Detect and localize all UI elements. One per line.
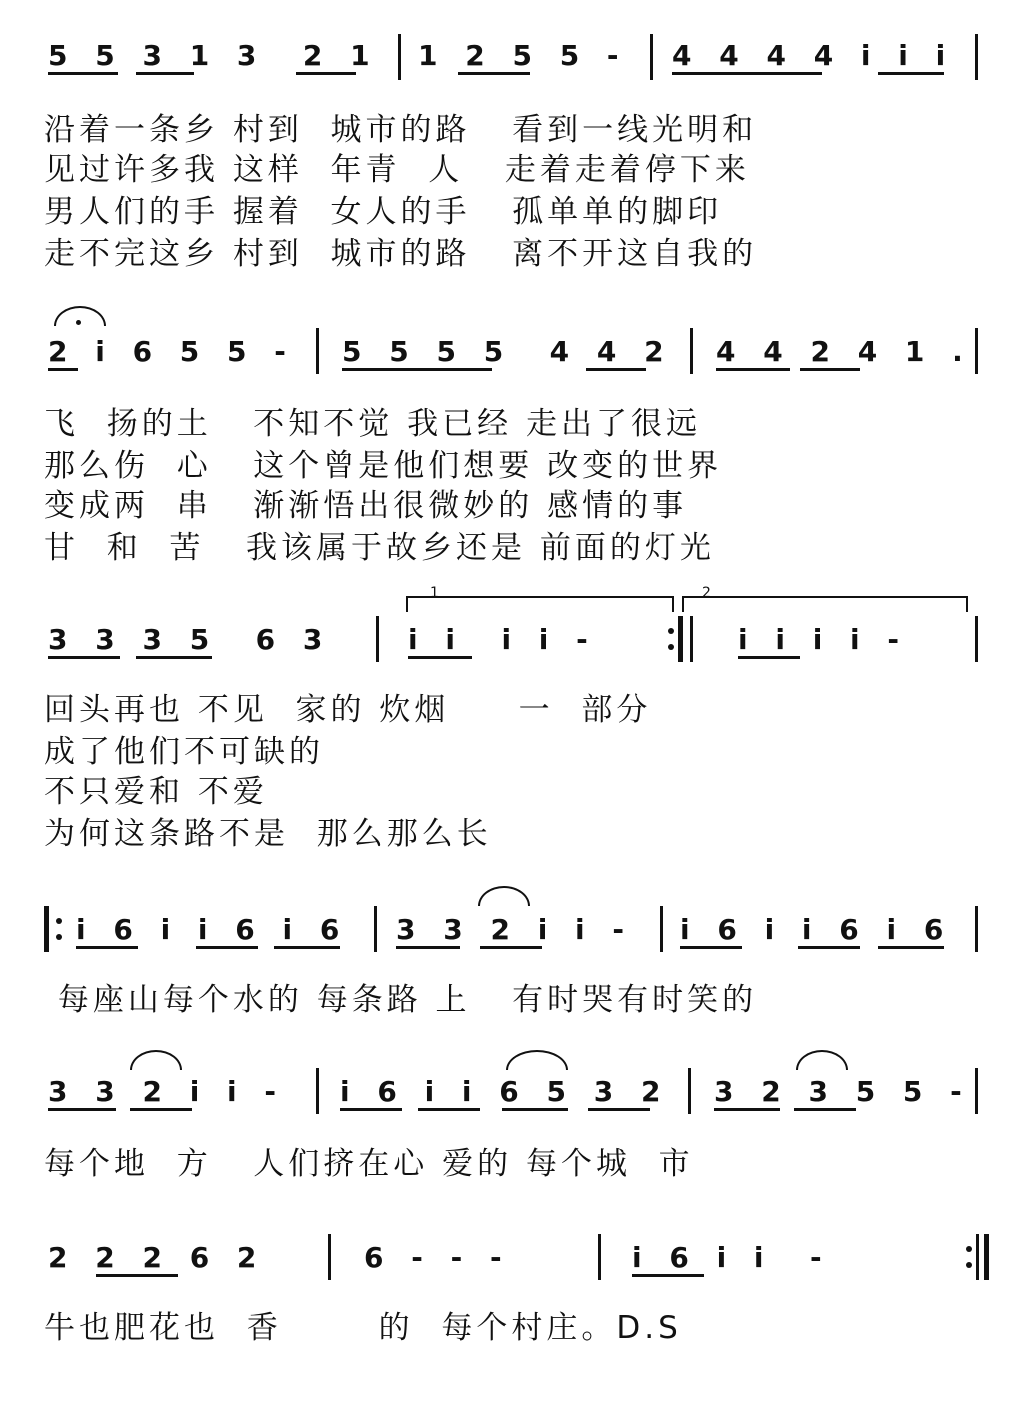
beam-underline [408,656,472,659]
beam-underline [418,1108,480,1111]
row2-measure3-notes: 4 4 2 4 1 . [716,335,972,368]
beam-underline [96,1274,178,1277]
row1-measure3-notes: 4 4 4 4 i i i [672,39,955,72]
beam-underline [296,72,356,75]
tie-arc [130,1050,182,1070]
beam-underline [48,72,118,75]
row2-lyric-line1: 飞 扬的土 不知不觉 我已经 走出了很远 [44,406,701,442]
beam-underline [48,656,120,659]
beam-underline [274,946,340,949]
row3-measure1-notes: 3 3 3 5 6 3 [48,623,332,656]
row4-measure2-notes: 3 3 2 i i - [396,913,634,946]
row6-measure1-notes: 2 2 2 6 2 [48,1241,266,1274]
barline [976,1234,979,1280]
barline [398,34,401,80]
row5-measure3-notes: 3 2 3 5 5 - [714,1075,971,1108]
beam-underline [502,1108,568,1111]
row5-measure1-notes: 3 3 2 i i - [48,1075,286,1108]
beam-underline [396,946,460,949]
row2-lyric-line3: 变成两 串 渐渐悟出很微妙的 感情的事 [44,488,688,524]
beam-underline [714,1108,780,1111]
barline [688,1068,691,1114]
row1-lyric-line3: 男人们的手 握着 女人的手 孤单单的脚印 [44,194,723,230]
end-repeat-dots [668,620,674,660]
row3-measure2-notes: i i i i - [408,623,597,656]
start-repeat-dots [56,910,62,950]
row1-measure1-notes: 5 5 3 1 3 2 1 [48,39,379,72]
row1-lyric-line4: 走不完这乡 村到 城市的路 离不开这自我的 [44,236,758,272]
beam-underline [196,946,258,949]
volta-bracket-2 [682,596,968,612]
start-repeat-bar [44,906,49,952]
barline [316,328,319,374]
row3-lyric-line1: 回头再也 不见 家的 炊烟 一 部分 [44,692,652,728]
beam-underline [340,1108,402,1111]
tie-arc [796,1050,848,1070]
row3-lyric-line3: 不只爱和 不爱 [44,774,268,810]
row4-lyric: 每座山每个水的 每条路 上 有时哭有时笑的 [44,982,758,1018]
final-repeat-bar [984,1234,989,1280]
row6-measure3-notes: i 6 i i - [632,1241,831,1274]
beam-underline [878,72,944,75]
row2-measure2-notes: 5 5 5 5 4 4 2 [342,335,673,368]
barline [975,616,978,662]
beam-underline [878,946,944,949]
beam-underline [480,946,542,949]
barline [660,906,663,952]
volta-number-2: 2 [702,585,711,601]
row3-lyric-line2: 成了他们不可缺的 [44,734,324,770]
row1-lyric-line2: 见过许多我 这样 年青 人 走着走着停下来 [44,152,750,188]
row5-lyric: 每个地 方 人们挤在心 爱的 每个城 市 [44,1146,694,1182]
beam-underline [136,72,194,75]
row2-lyric-line2: 那么伤 心 这个曾是他们想要 改变的世界 [44,448,723,484]
beam-underline [586,368,646,371]
row3-measure3-notes: i i i i - [738,623,909,656]
beam-underline [800,368,860,371]
barline [316,1068,319,1114]
row1-lyric-line1: 沿着一条乡 村到 城市的路 看到一线光明和 [44,112,758,148]
beam-underline [716,368,790,371]
beam-underline [680,946,742,949]
row4-measure1-notes: i 6 i i 6 i 6 [76,913,349,946]
volta-bracket-1 [406,596,674,612]
beam-underline [672,72,822,75]
row4-measure3-notes: i 6 i i 6 i 6 [680,913,953,946]
tie-arc [478,886,530,906]
barline [975,328,978,374]
barline [975,1068,978,1114]
beam-underline [738,656,800,659]
beam-underline [588,1108,650,1111]
beam-underline [798,946,860,949]
barline [690,328,693,374]
barline [690,616,693,662]
row6-lyric: 牛也肥花也 香 的 每个村庄。D.S [44,1310,682,1346]
barline [376,616,379,662]
barline [374,906,377,952]
row6-measure2-notes: 6 - - - [364,1241,511,1274]
beam-underline [48,1108,116,1111]
end-repeat-dots [966,1238,972,1278]
row2-lyric-line4: 甘 和 苦 我该属于故乡还是 前面的灯光 [44,530,715,566]
beam-underline [632,1274,704,1277]
volta-number-1: 1 [430,585,439,601]
row1-measure2-notes: 1 2 5 5 - [418,39,628,72]
barline [598,1234,601,1280]
row3-lyric-line4: 为何这条路不是 那么那么长 [44,816,492,852]
barline [975,906,978,952]
end-repeat-bar [678,616,683,662]
beam-underline [342,368,492,371]
beam-underline [458,72,530,75]
beam-underline [48,368,78,371]
tie-arc [506,1050,568,1070]
row2-measure1-notes: 2 i 6 5 5 - [48,335,295,368]
beam-underline [794,1108,856,1111]
barline [975,34,978,80]
fermata-dot [76,320,81,325]
barline [650,34,653,80]
beam-underline [76,946,138,949]
beam-underline [136,656,212,659]
beam-underline [130,1108,192,1111]
row5-measure2-notes: i 6 i i 6 5 3 2 [340,1075,670,1108]
barline [328,1234,331,1280]
